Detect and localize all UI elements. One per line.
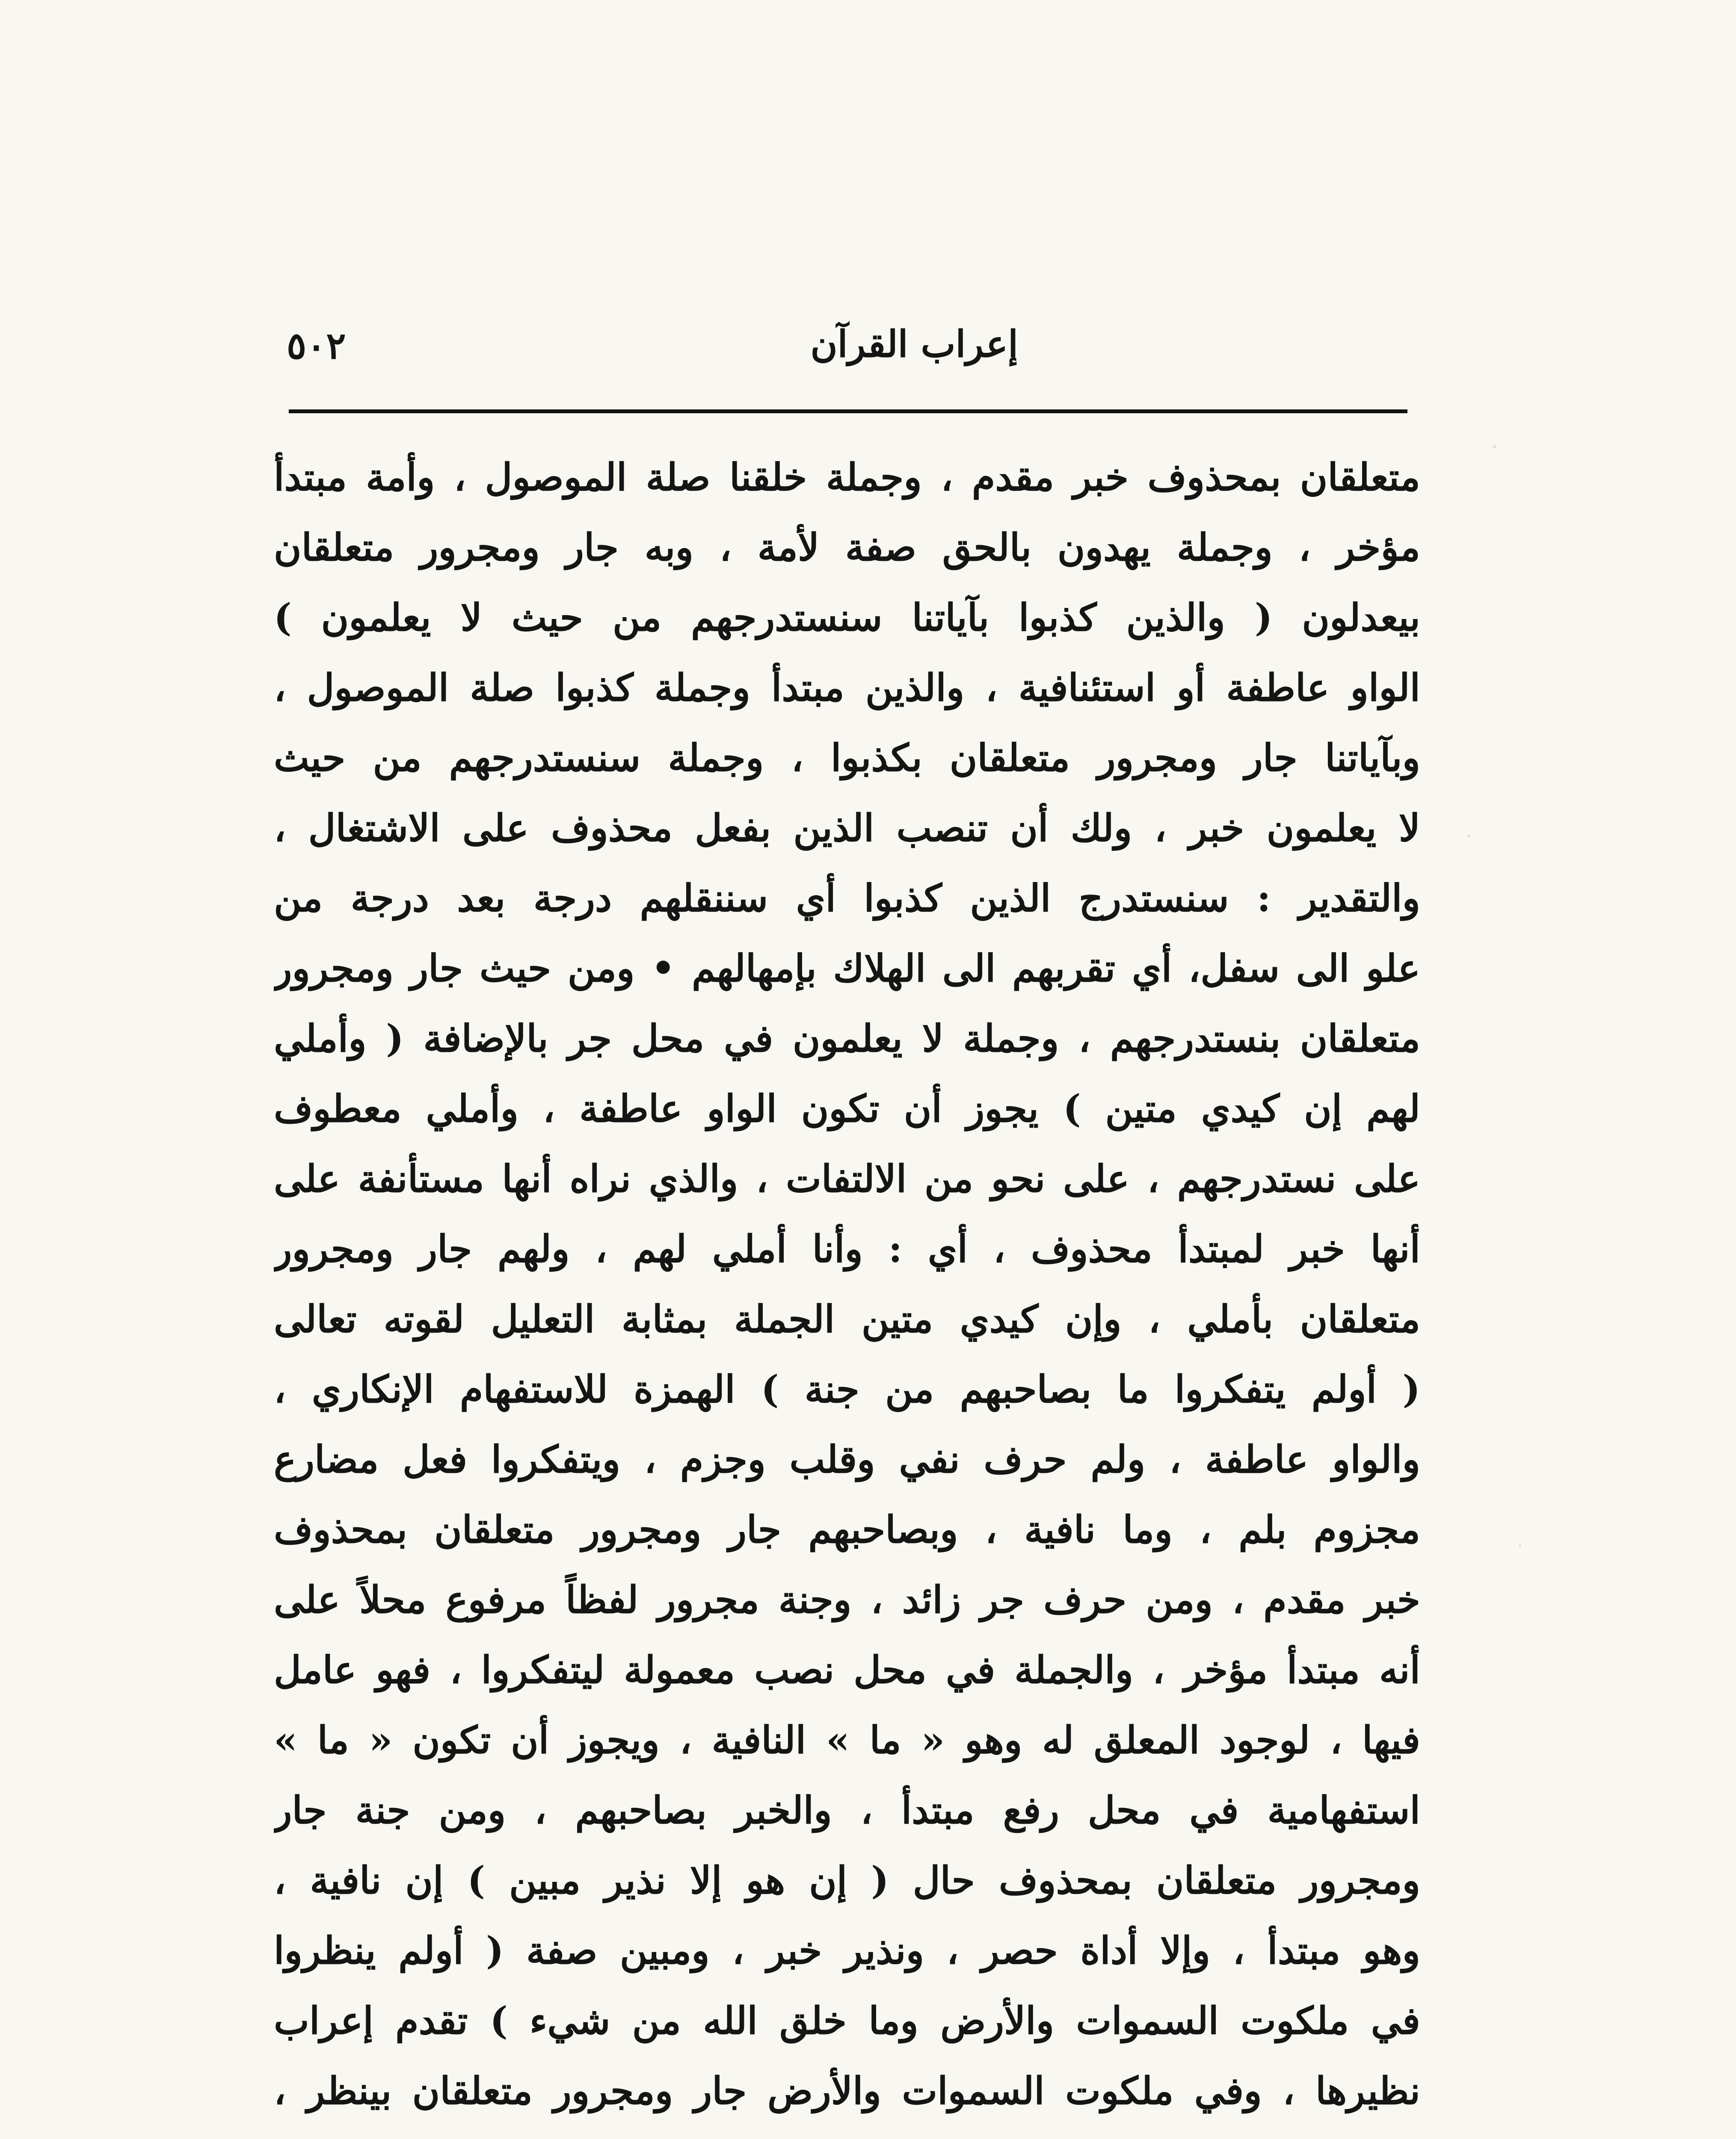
text-line: بيعدلون ( والذين كذبوا بآياتنا سنستدرجهم من حيث لا يعلمون ) [274, 595, 1420, 640]
text-line: ومجرور متعلقان بمحذوف حال ( إن هو إلا نذير مبين ) إن نافية ، [274, 1858, 1420, 1902]
page-header [287, 319, 1407, 383]
page-number: ٥٠٢ [287, 324, 346, 367]
text-line: أنها خبر لمبتدأ محذوف ، أي : وأنا أملي لهم ، ولهم جار ومجرور [274, 1227, 1420, 1271]
text-line: على نستدرجهم ، على نحو من الالتفات ، والذي نراه أنها مستأنفة على [274, 1156, 1420, 1201]
text-line: علو الى سفل، أي تقربهم الى الهلاك بإمهالهم • ومن حيث جار ومجرور [274, 946, 1420, 990]
text-line: وهو مبتدأ ، وإلا أداة حصر ، ونذير خبر ، ومبين صفة ( أولم ينظروا [274, 1928, 1420, 1973]
text-line: نظيرها ، وفي ملكوت السموات والأرض جار ومجرور متعلقان بينظر ، [274, 2068, 1420, 2113]
text-line: في ملكوت السموات والأرض وما خلق الله من شيء ) تقدم إعراب [274, 1998, 1420, 2043]
text-line: استفهامية في محل رفع مبتدأ ، والخبر بصاحبهم ، ومن جنة جار [274, 1788, 1420, 1832]
text-line: لهم إن كيدي متين ) يجوز أن تكون الواو عاطفة ، وأملي معطوف [274, 1086, 1420, 1131]
scan-speck [1467, 834, 1470, 837]
text-line: متعلقان بمحذوف خبر مقدم ، وجملة خلقنا صلة الموصول ، وأمة مبتدأ [274, 455, 1420, 499]
text-line: الواو عاطفة أو استئنافية ، والذين مبتدأ وجملة كذبوا صلة الموصول ، [274, 665, 1420, 710]
text-line: مؤخر ، وجملة يهدون بالحق صفة لأمة ، وبه جار ومجرور متعلقان [274, 525, 1420, 569]
text-line: وبآياتنا جار ومجرور متعلقان بكذبوا ، وجملة سنستدرجهم من حيث [274, 735, 1420, 780]
scan-speck [1493, 445, 1496, 448]
header-divider [289, 409, 1407, 413]
scan-speck [1519, 1544, 1521, 1547]
text-line: خبر مقدم ، ومن حرف جر زائد ، وجنة مجرور لفظاً مرفوع محلاً على [274, 1577, 1420, 1622]
text-line: متعلقان بنستدرجهم ، وجملة لا يعلمون في محل جر بالإضافة ( وأملي [274, 1016, 1420, 1061]
text-line: والواو عاطفة ، ولم حرف نفي وقلب وجزم ، ويتفكروا فعل مضارع [274, 1437, 1420, 1481]
book-title: إعراب القرآن [810, 323, 1018, 366]
text-line: لا يعلمون خبر ، ولك أن تنصب الذين بفعل محذوف على الاشتغال ، [274, 806, 1420, 850]
text-line: فيها ، لوجود المعلق له وهو « ما » النافية ، ويجوز أن تكون « ما » [274, 1718, 1420, 1762]
text-line: مجزوم بلم ، وما نافية ، وبصاحبهم جار ومجرور متعلقان بمحذوف [274, 1507, 1420, 1552]
text-line: متعلقان بأملي ، وإن كيدي متين الجملة بمثابة التعليل لقوته تعالى [274, 1297, 1420, 1341]
text-line: والتقدير : سنستدرج الذين كذبوا أي سننقلهم درجة بعد درجة من [274, 876, 1420, 920]
text-line: ( أولم يتفكروا ما بصاحبهم من جنة ) الهمزة للاستفهام الإنكاري ، [274, 1367, 1420, 1411]
text-line: أنه مبتدأ مؤخر ، والجملة في محل نصب معمولة ليتفكروا ، فهو عامل [274, 1647, 1420, 1692]
